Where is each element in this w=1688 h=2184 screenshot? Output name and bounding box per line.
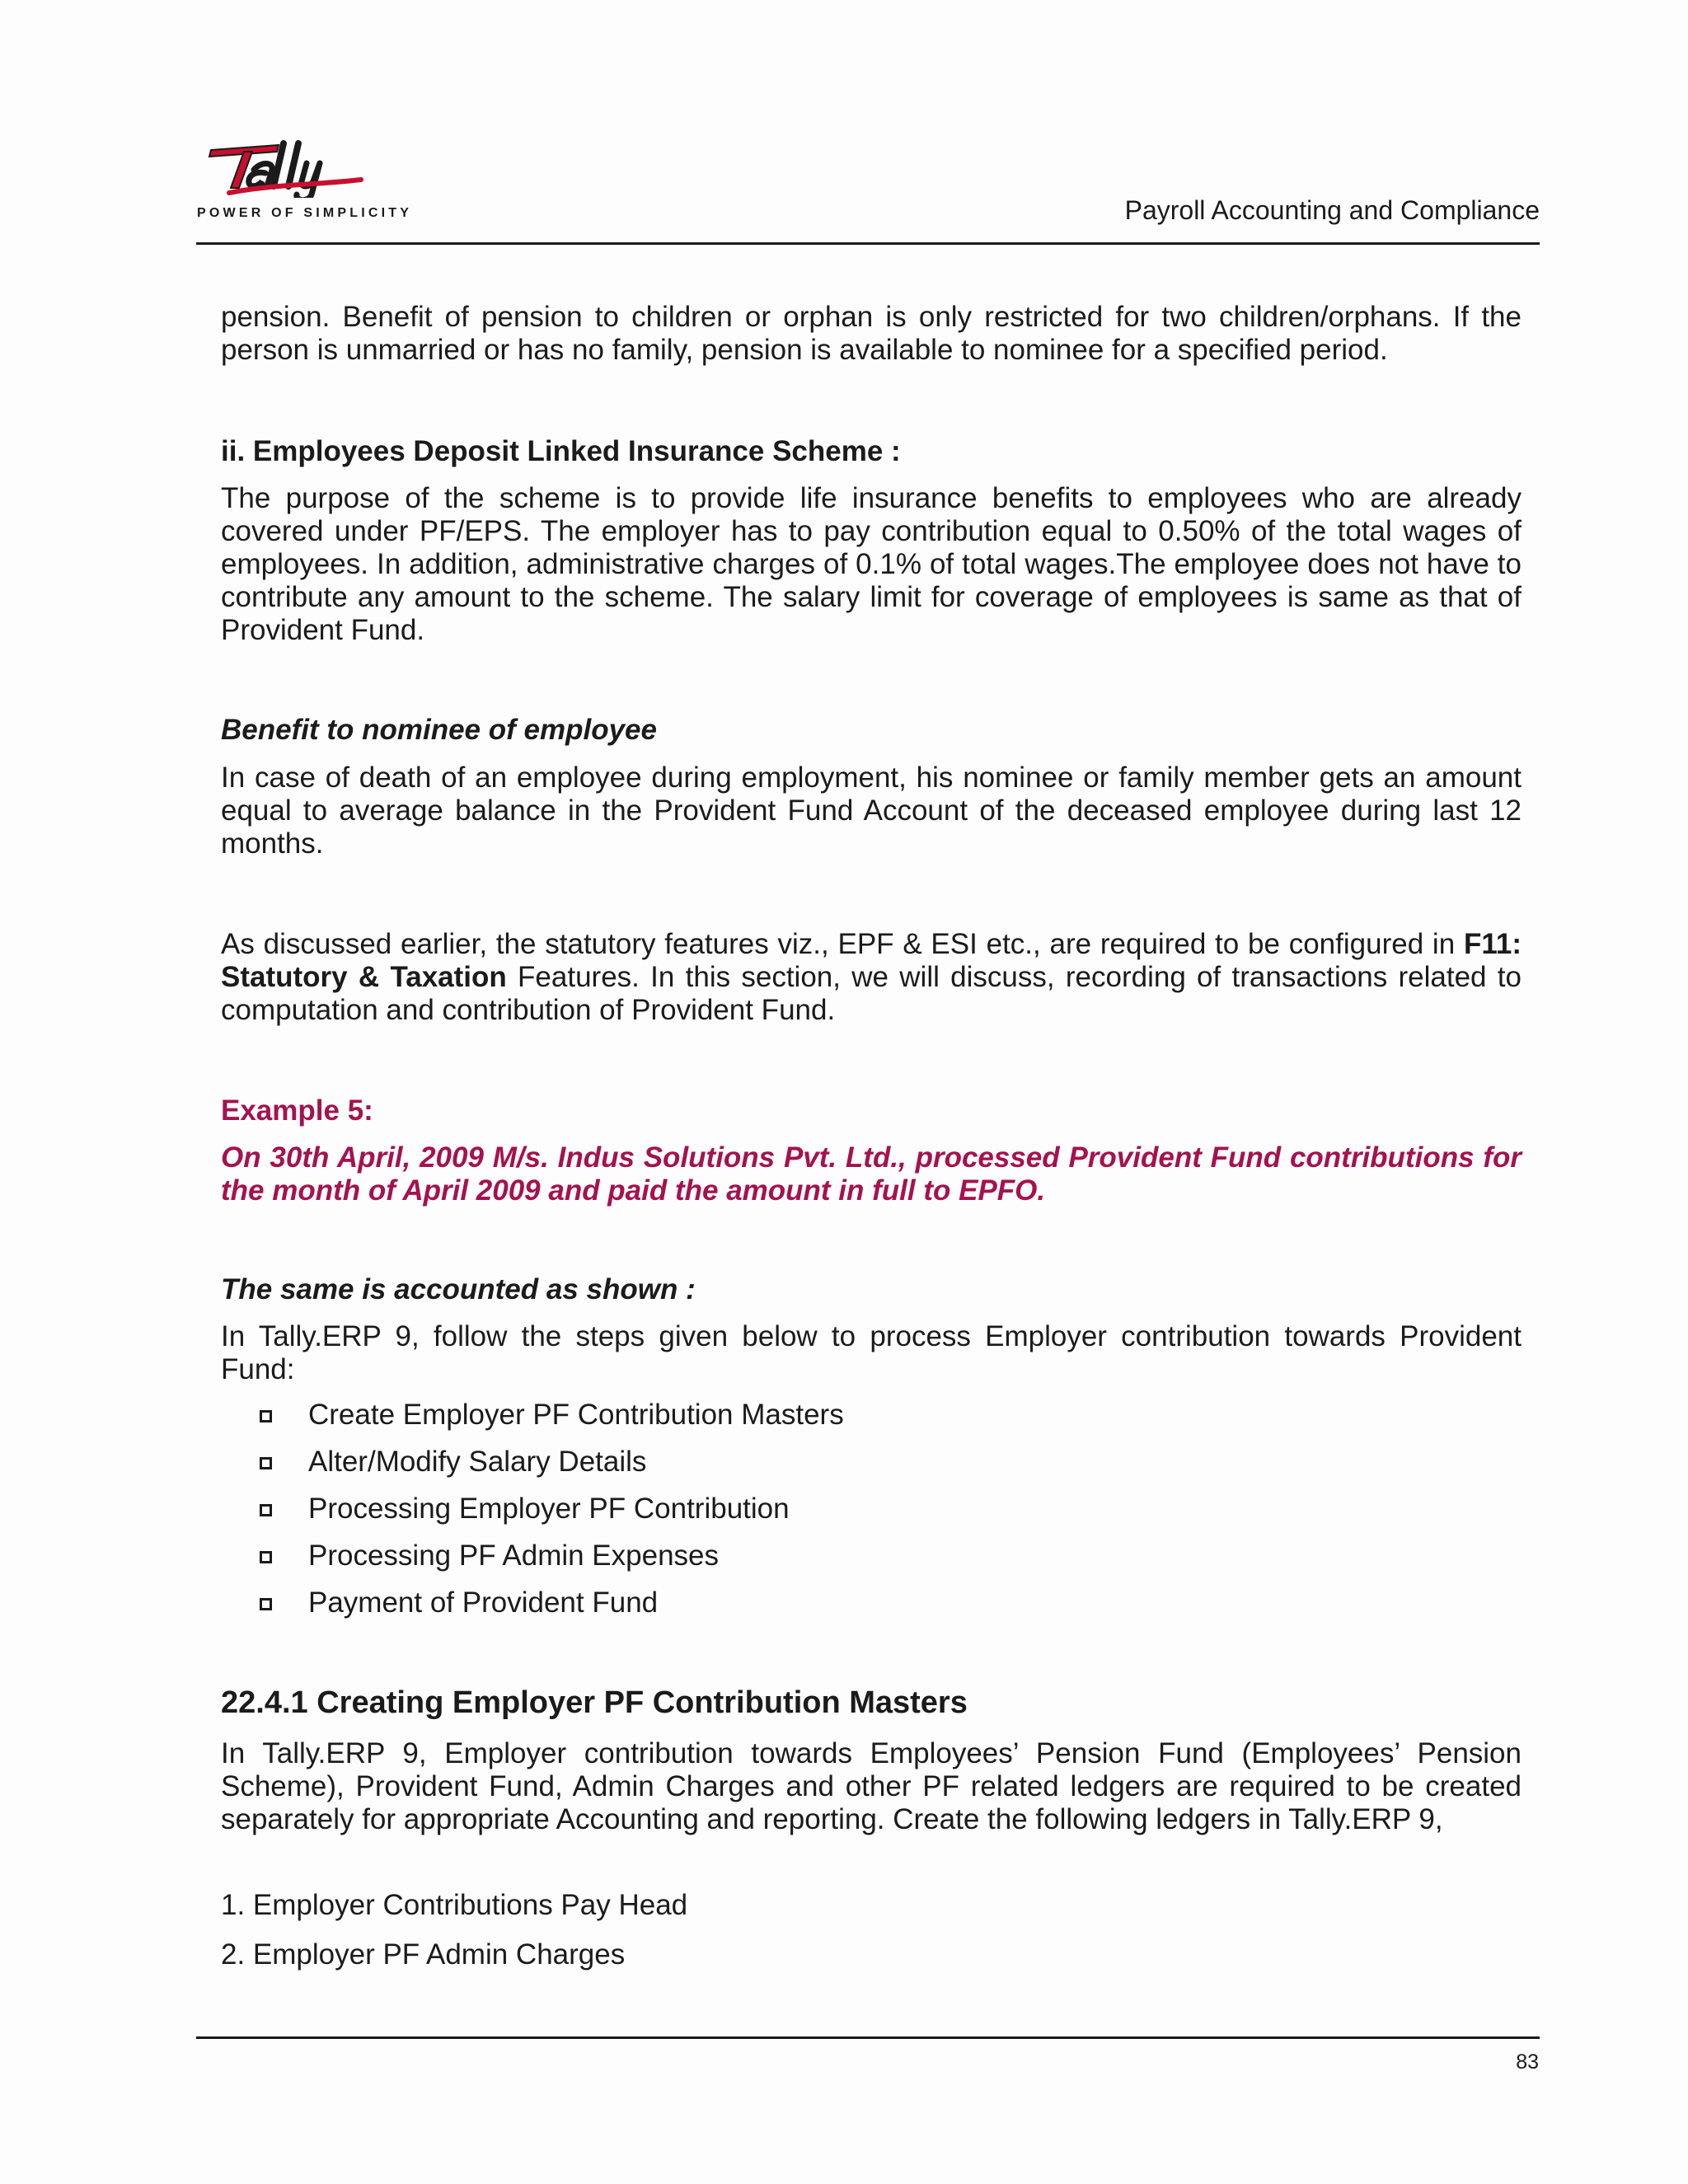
page-header-title: Payroll Accounting and Compliance bbox=[1124, 195, 1540, 225]
steps-list bbox=[260, 1399, 844, 1633]
ledger-item: 1. Employer Contributions Pay Head bbox=[221, 1889, 688, 1921]
square-bullet-icon bbox=[260, 1457, 272, 1469]
section-title: 22.4.1 Creating Employer PF Contribution Masters bbox=[221, 1685, 968, 1720]
list-item bbox=[260, 1446, 844, 1493]
logo-tagline: POWER OF SIMPLICITY bbox=[197, 206, 413, 220]
list-item bbox=[260, 1586, 844, 1633]
header-divider bbox=[196, 242, 1540, 245]
nominee-paragraph: In case of death of an employee during employment, his nominee or family member gets an amount equal to average balance in the Provident Fund Account of the deceased employee during last 12 months. bbox=[221, 762, 1522, 860]
list-item bbox=[260, 1399, 844, 1446]
example-label: Example 5: bbox=[221, 1094, 373, 1127]
list-item-text: Processing Employer PF Contribution bbox=[308, 1493, 790, 1525]
nominee-heading: Benefit to nominee of employee bbox=[221, 714, 657, 746]
page-number: 83 bbox=[1516, 2050, 1539, 2074]
statutory-menu-reference: F11: Statutory & Taxation bbox=[221, 928, 1522, 993]
example-text: On 30th April, 2009 M/s. Indus Solutions Pvt. Ltd., processed Provident Fund contributions for the month of April 2009 and paid the amount in full to EPFO. bbox=[221, 1141, 1522, 1207]
list-item-text: Create Employer PF Contribution Masters bbox=[308, 1399, 844, 1431]
section-paragraph: In Tally.ERP 9, Employer contribution towards Employees’ Pension Fund (Employees’ Pension Scheme), Provident Fund, Admin Charges and other PF related ledgers are required to be created separately for appropriate Accounting and reporting. Create the following ledgers in Tally.ERP 9, bbox=[221, 1737, 1522, 1835]
square-bullet-icon bbox=[260, 1598, 272, 1610]
edli-paragraph: The purpose of the scheme is to provide life insurance benefits to employees who are already covered under PF/EPS. The employer has to pay contribution equal to 0.50% of the total wages of employees. In addition, administrative charges of 0.1% of total wages.The employee does not have to contribute any amount to the scheme. The salary limit for coverage of employees is same as that of Provident Fund. bbox=[221, 482, 1522, 646]
footer-divider bbox=[196, 2036, 1540, 2039]
list-item-text: Payment of Provident Fund bbox=[308, 1586, 659, 1619]
statutory-paragraph bbox=[221, 928, 1522, 1027]
list-item-text: Alter/Modify Salary Details bbox=[308, 1446, 647, 1478]
statutory-text-post: Features. In this section, we will discuss, recording of transactions related to computation and contribution of Provident Fund. bbox=[221, 961, 1522, 1026]
square-bullet-icon bbox=[260, 1410, 272, 1422]
list-item-text: Processing PF Admin Expenses bbox=[308, 1540, 720, 1572]
statutory-text-pre: As discussed earlier, the statutory features viz., EPF & ESI etc., are required to be configured in bbox=[221, 928, 1456, 960]
list-item bbox=[260, 1493, 844, 1540]
edli-heading: ii. Employees Deposit Linked Insurance Scheme : bbox=[221, 435, 901, 467]
accounted-heading: The same is accounted as shown : bbox=[221, 1273, 696, 1305]
tally-logo-graphic bbox=[196, 132, 394, 198]
list-item bbox=[260, 1540, 844, 1586]
steps-intro: In Tally.ERP 9, follow the steps given below to process Employer contribution towards Provident Fund: bbox=[221, 1320, 1522, 1385]
square-bullet-icon bbox=[260, 1504, 272, 1516]
ledger-item: 2. Employer PF Admin Charges bbox=[221, 1938, 626, 1971]
square-bullet-icon bbox=[260, 1551, 272, 1563]
intro-paragraph: pension. Benefit of pension to children or orphan is only restricted for two children/orphans. If the person is unmarried or has no family, pension is available to nominee for a specified period. bbox=[221, 301, 1522, 366]
